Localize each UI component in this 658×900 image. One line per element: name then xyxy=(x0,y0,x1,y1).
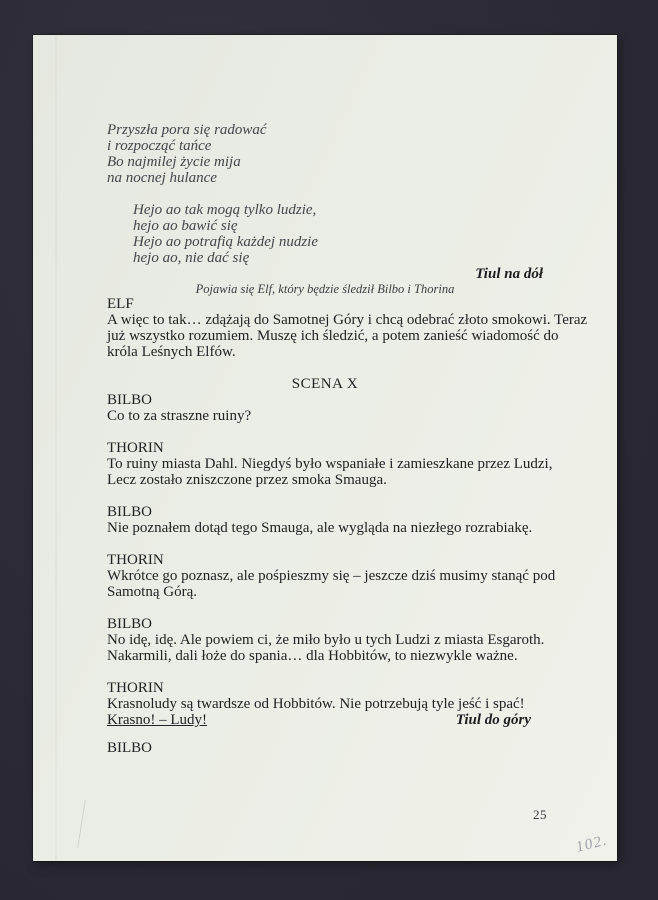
speaker-name: THORIN xyxy=(107,440,164,456)
dialogue-block-elf xyxy=(107,296,588,360)
blank-line xyxy=(107,424,543,440)
speaker-name: BILBO xyxy=(107,392,152,408)
blank-line xyxy=(107,600,543,616)
speaker-name: THORIN xyxy=(107,680,164,696)
dialogue-block-thorin-3 xyxy=(107,680,543,728)
song-line: Hejo ao tak mogą tylko ludzie, xyxy=(133,202,317,218)
dialogue-block-thorin-1 xyxy=(107,440,553,488)
dialogue-block-bilbo-1 xyxy=(107,392,543,424)
blank-line xyxy=(107,360,543,376)
handwritten-pencil-number: 102. xyxy=(574,832,610,856)
paper-fold-line xyxy=(55,35,57,861)
dialogue-line: Krasnoludy są twardsze od Hobbitów. Nie potrzebują tyle jeść i spać! xyxy=(107,696,525,712)
song-line: hejo ao bawić się xyxy=(133,218,238,234)
stage-direction: Pojawia się Elf, który będzie śledził Bilbo i Thorina xyxy=(195,282,455,296)
song-line: na nocnej hulance xyxy=(107,170,217,186)
pencil-scratch-mark xyxy=(77,800,85,848)
dialogue-block-bilbo-2 xyxy=(107,504,543,536)
dialogue-line: już wszystko rozumiem. Muszę ich śledzić, a potem zanieść wiadomość do xyxy=(107,328,559,344)
dialogue-line: Wkrótce go poznasz, ale pośpieszmy się – jeszcze dziś musimy stanąć pod xyxy=(107,568,556,584)
song-line: Bo najmilej życie mija xyxy=(107,154,241,170)
blank-line xyxy=(107,728,543,740)
blank-line xyxy=(107,186,543,202)
dialogue-line: Co to za straszne ruiny? xyxy=(107,408,252,424)
dialogue-line: Nakarmili, dali łoże do spania… dla Hobbitów, to niezwykle ważne. xyxy=(107,648,518,664)
song-line: i rozpocząć tańce xyxy=(107,138,212,154)
dialogue-line: A więc to tak… zdążają do Samotnej Góry i chcą odebrać złoto smokowi. Teraz xyxy=(107,312,588,328)
song-line: hejo ao, nie dać się xyxy=(133,250,250,266)
speaker-name: THORIN xyxy=(107,552,164,568)
dialogue-line: Nie poznałem dotąd tego Smauga, ale wygląda na niezłego rozrabiakę. xyxy=(107,520,533,536)
dialogue-line-with-cue xyxy=(107,712,543,728)
blank-line xyxy=(107,536,543,552)
song-verse-1 xyxy=(107,122,543,186)
curtain-cue-down: Tiul na dół xyxy=(475,266,543,282)
page-number: 25 xyxy=(533,807,547,822)
dialogue-block-bilbo-3 xyxy=(107,616,543,664)
dialogue-block-bilbo-4 xyxy=(107,740,543,756)
dialogue-line: króla Leśnych Elfów. xyxy=(107,344,236,360)
dialogue-line: Lecz zostało zniszczone przez smoka Smauga. xyxy=(107,472,387,488)
speaker-name: ELF xyxy=(107,296,134,312)
speaker-name: BILBO xyxy=(107,616,152,632)
speaker-name: BILBO xyxy=(107,504,152,520)
dialogue-line: Samotną Górą. xyxy=(107,584,197,600)
song-verse-2 xyxy=(133,202,543,266)
speaker-name: BILBO xyxy=(107,740,152,756)
blank-line xyxy=(107,664,543,680)
song-line: Hejo ao potrafią każdej nudzie xyxy=(133,234,318,250)
underlined-dialogue-text: Krasno! – Ludy! xyxy=(107,712,207,728)
dialogue-line: No idę, idę. Ale powiem ci, że miło było u tych Ludzi z miasta Esgaroth. xyxy=(107,632,545,648)
curtain-cue-up: Tiul do góry xyxy=(455,712,531,728)
page-content xyxy=(107,122,588,756)
dialogue-line: To ruiny miasta Dahl. Niegdyś było wspaniałe i zamieszkane przez Ludzi, xyxy=(107,456,553,472)
song-line: Przyszła pora się radować xyxy=(107,122,267,138)
scene-heading: SCENA X xyxy=(291,376,359,392)
blank-line xyxy=(107,488,543,504)
dialogue-block-thorin-2 xyxy=(107,552,556,600)
script-page xyxy=(33,35,617,861)
